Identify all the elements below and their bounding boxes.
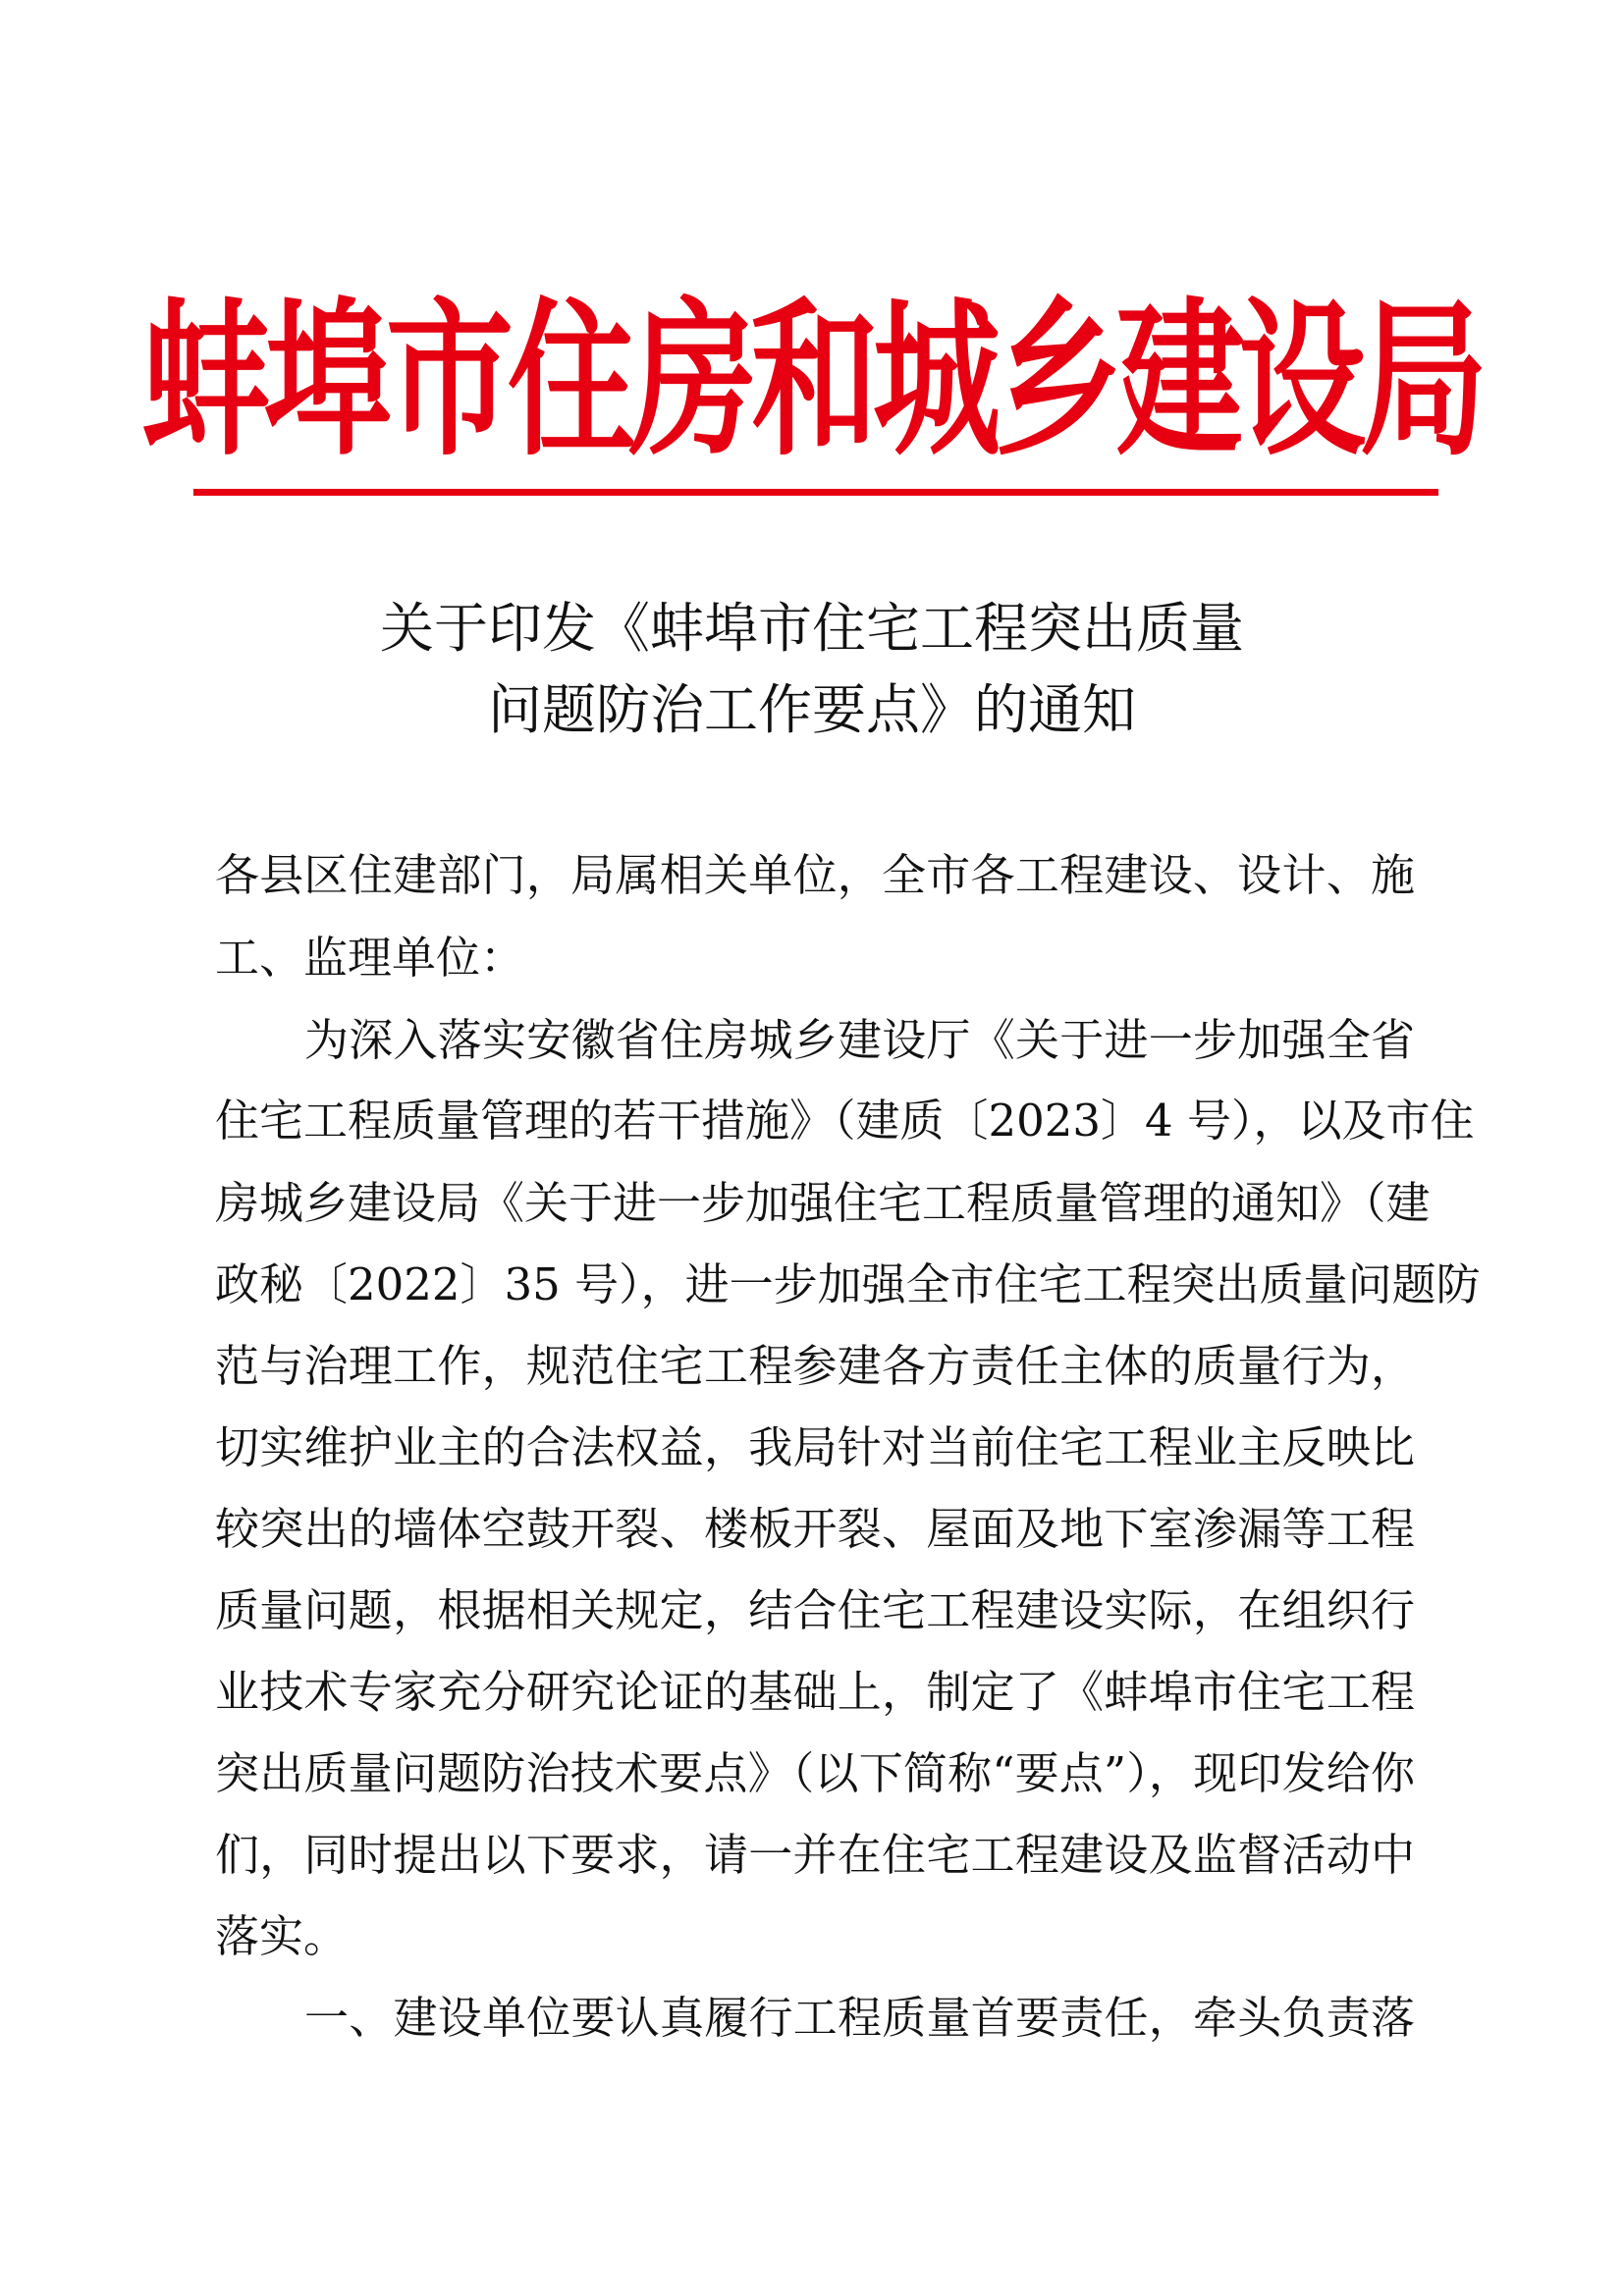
section-one-heading-line: 一、建设单位要认真履行工程质量首要责任，牵头负责落 — [304, 1992, 1415, 2044]
paragraph-line: 为深入落实安徽省住房城乡建设厅《关于进一步加强全省 — [304, 1014, 1415, 1066]
paragraph-line: 住宅工程质量管理的若干措施》（建质〔2023〕4 号），以及市住 — [215, 1095, 1475, 1147]
issuing-authority-title: 蚌埠市住房和城乡建设局 — [141, 281, 1482, 479]
document-title-line-1: 关于印发《蚌埠市住宅工程突出质量 — [379, 597, 1244, 660]
paragraph-line: 质量问题，根据相关规定，结合住宅工程建设实际，在组织行 — [215, 1584, 1415, 1636]
paragraph-line: 切实维护业主的合法权益，我局针对当前住宅工程业主反映比 — [215, 1421, 1415, 1473]
document-title-line-2: 问题防治工作要点》的通知 — [487, 678, 1136, 741]
paragraph-line: 业技术专家充分研究论证的基础上，制定了《蚌埠市住宅工程 — [215, 1666, 1415, 1718]
addressee-line-2: 工、监理单位： — [215, 932, 525, 984]
paragraph-line: 范与治理工作，规范住宅工程参建各方责任主体的质量行为， — [215, 1340, 1415, 1392]
paragraph-line: 较突出的墙体空鼓开裂、楼板开裂、屋面及地下室渗漏等工程 — [215, 1503, 1415, 1555]
red-header-rule — [193, 489, 1438, 496]
addressee-line-1: 各县区住建部门，局属相关单位，全市各工程建设、设计、施 — [215, 849, 1415, 901]
paragraph-line: 突出质量问题防治技术要点》（以下简称“要点”），现印发给你 — [215, 1747, 1415, 1799]
paragraph-line: 们，同时提出以下要求，请一并在住宅工程建设及监督活动中 — [215, 1829, 1415, 1881]
paragraph-line: 政秘〔2022〕35 号），进一步加强全市住宅工程突出质量问题防 — [215, 1258, 1481, 1310]
paragraph-line: 落实。 — [215, 1910, 349, 1962]
paragraph-line: 房城乡建设局《关于进一步加强住宅工程质量管理的通知》（建 — [215, 1177, 1431, 1229]
